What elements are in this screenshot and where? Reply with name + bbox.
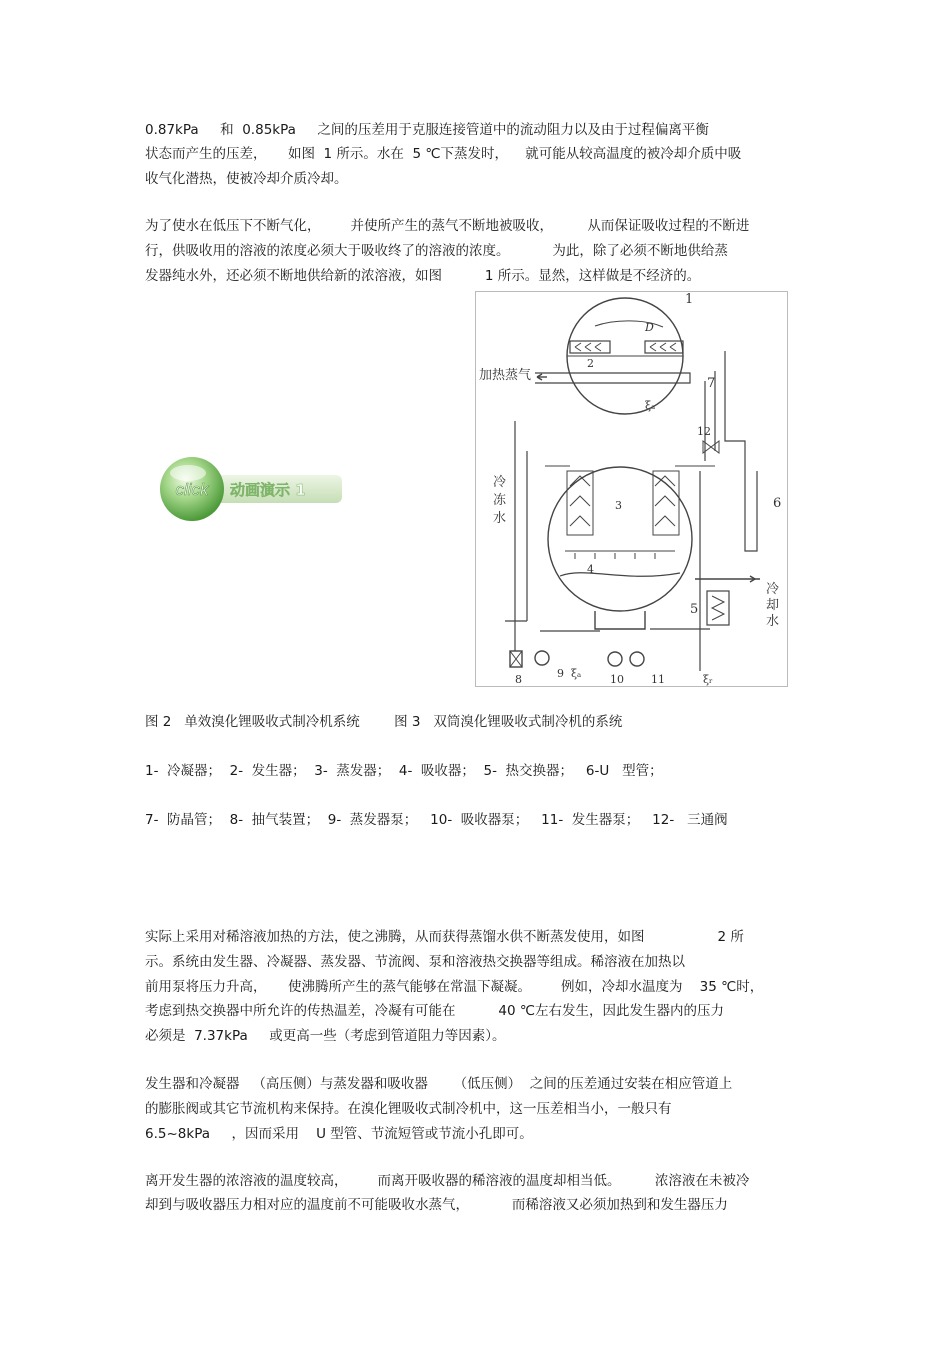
lower-shell xyxy=(548,467,692,611)
para4-line-3: 6.5~8kPa ，因而采用 U 型管、节流短管或节流小孔即可。 xyxy=(145,1126,533,1142)
heat-exchanger-coil xyxy=(712,596,724,620)
label-cooling-water-2: 却 xyxy=(766,598,780,613)
label-xi-a-top: ξₐ xyxy=(645,399,656,412)
label-cooling-water-3: 水 xyxy=(766,614,780,629)
evaporator-left-coil xyxy=(570,476,590,526)
para2-line-2: 行，供吸收用的溶液的浓度必须大于吸收终了的溶液的浓度。 为此，除了必须不断地供给蒸 xyxy=(145,243,728,259)
para1-line-2: 状态而产生的压差， 如图 1 所示。水在 5 ℃下蒸发时， 就可能从较高温度的被冷却介质中吸 xyxy=(145,146,742,162)
sump xyxy=(595,611,645,629)
para5-line-1: 离开发生器的浓溶液的温度较高， 而离开吸收器的稀溶液的温度却相当低。 浓溶液在未被冷 xyxy=(145,1173,750,1189)
label-chilled-water-3: 水 xyxy=(493,511,507,526)
para2-line-3: 发器纯水外，还必须不断地供给新的浓溶液，如图 1 所示。显然，这样做是不经济的。 xyxy=(145,268,701,284)
para3-line-1: 实际上采用对稀溶液加热的方法，使之沸腾，从而获得蒸馏水供不断蒸发使用，如图 2 所 xyxy=(145,929,744,945)
generator-coil-right xyxy=(650,343,676,351)
para5-line-2: 却到与吸收器压力相对应的温度前不可能吸收水蒸气， 而稀溶液又必须加热到和发生器压力 xyxy=(145,1197,728,1213)
generator-coil-left xyxy=(575,343,601,351)
heat-exchanger xyxy=(707,591,729,625)
generator-tube-left xyxy=(570,341,610,353)
label-9: 9 xyxy=(557,667,564,680)
para4-line-1: 发生器和冷凝器 （高压侧）与蒸发器和吸收器 （低压侧） 之间的压差通过安装在相应管道上 xyxy=(145,1076,733,1092)
legend-line-2: 7- 防晶管； 8- 抽气装置； 9- 蒸发器泵； 10- 吸收器泵； 11- 发生器泵； 12- 三通阀 xyxy=(145,812,728,828)
label-d: D xyxy=(645,321,654,334)
label-11: 11 xyxy=(651,673,665,686)
para1-line-3: 收气化潜热，使被冷却介质冷却。 xyxy=(145,171,348,187)
label-chilled-water-1: 冷 xyxy=(493,475,507,490)
generator-pump-11 xyxy=(630,652,644,666)
label-6: 6 xyxy=(773,496,782,511)
label-8: 8 xyxy=(515,673,522,686)
legend-line-1: 1- 冷凝器； 2- 发生器； 3- 蒸发器； 4- 吸收器； 5- 热交换器； 6-U 型管； xyxy=(145,763,663,779)
label-chilled-water-2: 冻 xyxy=(493,493,507,508)
label-10: 10 xyxy=(610,673,624,686)
piping-left xyxy=(515,421,700,671)
label-xi-r: ξᵣ xyxy=(703,673,713,686)
absorber-sprays xyxy=(575,553,655,559)
absorber-pump-10 xyxy=(608,652,622,666)
para2-line-1: 为了使水在低压下不断气化， 并使所产生的蒸气不断地被吸收， 从而保证吸收过程的不断进 xyxy=(145,218,750,234)
label-3: 3 xyxy=(615,499,622,512)
label-7: 7 xyxy=(707,376,716,391)
label-heating-steam: 加热蒸气 xyxy=(479,368,532,383)
para4-line-2: 的膨胀阀或其它节流机构来保持。在溴化锂吸收式制冷机中，这一压差相当小，一般只有 xyxy=(145,1101,672,1117)
label-xi-a-bottom: ξₐ xyxy=(571,667,582,680)
click-animation-button[interactable] xyxy=(152,455,352,521)
chiller-system-diagram xyxy=(475,291,788,687)
label-1: 1 xyxy=(685,292,694,307)
figure-caption: 图 2 单效溴化锂吸收式制冷机系统 图 3 双筒溴化锂吸收式制冷机的系统 xyxy=(145,714,623,730)
label-12: 12 xyxy=(697,425,711,438)
para3-line-4: 考虑到热交换器中所允许的传热温差，冷凝有可能在 40 ℃左右发生，因此发生器内的压力 xyxy=(145,1003,725,1019)
evaporator-pump-9 xyxy=(535,651,549,665)
purge-unit-cross xyxy=(510,651,522,667)
label-cooling-water-1: 冷 xyxy=(766,582,780,597)
para3-line-5: 必须是 7.37kPa 或更高一些（考虑到管道阻力等因素）。 xyxy=(145,1028,506,1044)
label-5: 5 xyxy=(690,602,699,617)
para1-line-1: 0.87kPa 和 0.85kPa 之间的压差用于克服连接管道中的流动阻力以及由于过程偏离平衡 xyxy=(145,122,709,138)
animation-demo-text: 动画演示 1 xyxy=(230,481,306,499)
absorber-tube xyxy=(560,573,680,577)
para3-line-3: 前用泵将压力升高， 使沸腾所产生的蒸气能够在常温下凝凝。 例如，冷却水温度为 35 ℃时， xyxy=(145,979,764,995)
label-4: 4 xyxy=(587,563,594,576)
label-2: 2 xyxy=(587,357,594,370)
figure-frame xyxy=(476,292,788,687)
para3-line-2: 示。系统由发生器、冷凝器、蒸发器、节流阀、泵和溶液热交换器等组成。稀溶液在加热以 xyxy=(145,954,685,970)
click-text: click xyxy=(175,480,209,499)
heating-steam-tube xyxy=(535,373,690,383)
